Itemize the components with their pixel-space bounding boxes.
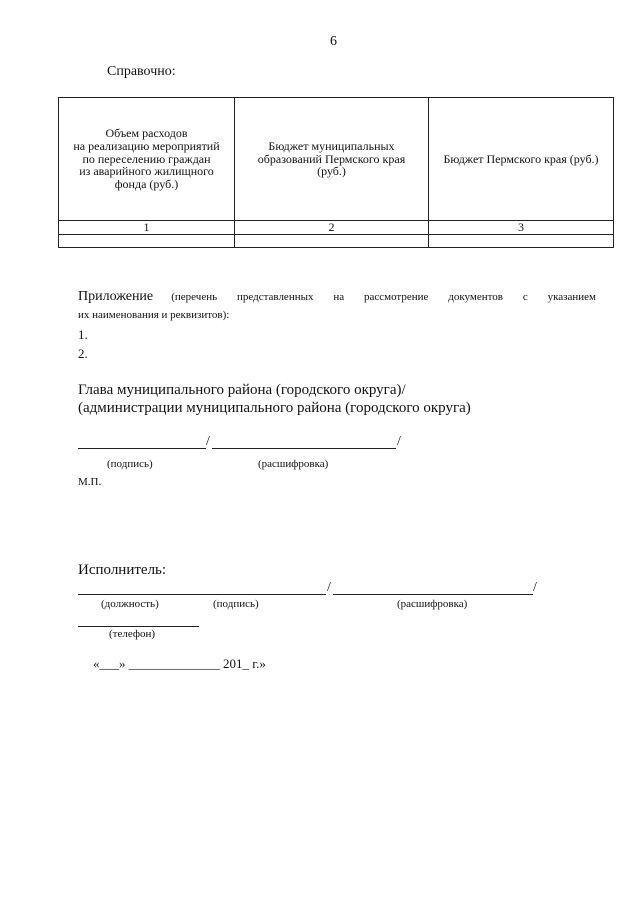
column-number: 3	[429, 221, 614, 235]
caption-phone: (телефон)	[109, 628, 156, 640]
table-empty-row	[59, 235, 614, 248]
column-number: 1	[59, 221, 235, 235]
header-line: фонда (руб.)	[114, 177, 179, 192]
header-line: Бюджет Пермского края (руб.)	[443, 151, 599, 166]
separator-slash: /	[206, 434, 210, 449]
caption-signature: (подпись)	[213, 598, 259, 610]
table-cell-empty	[429, 235, 614, 248]
appendix-line	[78, 287, 596, 305]
executor-title: Исполнитель:	[78, 562, 167, 578]
page-number: 6	[330, 34, 337, 49]
position-signature-line	[78, 594, 326, 595]
caption-position: (должность)	[101, 598, 159, 610]
caption-decoding: (расшифровка)	[397, 598, 468, 610]
decoding-line	[212, 448, 396, 449]
phone-line	[78, 626, 199, 627]
separator-slash: /	[533, 580, 537, 595]
table-cell-empty	[235, 235, 429, 248]
header-cell-regional-budget	[429, 98, 614, 221]
header-cell-expenses	[59, 98, 235, 221]
appendix-description-continued: их наименования и реквизитов):	[78, 309, 230, 321]
appendix-item: 1.	[78, 327, 88, 342]
decoding-line	[333, 594, 533, 595]
appendix-description: (перечень представленных на рассмотрение документов с указанием	[171, 291, 596, 303]
reference-table	[58, 97, 614, 248]
header-line: по переселению граждан	[82, 151, 211, 166]
caption-decoding: (расшифровка)	[258, 458, 329, 470]
header-line: (руб.)	[317, 164, 346, 179]
header-line: Бюджет муниципальных	[268, 138, 395, 153]
header-line: на реализацию мероприятий	[73, 138, 220, 153]
caption-signature: (подпись)	[107, 458, 153, 470]
header-line: образований Пермского края	[257, 151, 406, 166]
head-title-continued: (администрации муниципального района (городского округа)	[78, 400, 471, 416]
reference-label: Справочно:	[107, 64, 176, 79]
header-cell-municipal-budget	[235, 98, 429, 221]
signature-line	[78, 448, 206, 449]
table-cell-empty	[59, 235, 235, 248]
table-header-row	[59, 98, 614, 221]
table-number-row	[59, 221, 614, 235]
appendix-item: 2.	[78, 346, 88, 361]
header-line: Объем расходов	[105, 126, 188, 141]
seal-mark: М.П.	[78, 476, 102, 488]
head-title: Глава муниципального района (городского округа)/	[78, 382, 406, 398]
appendix-title: Приложение	[78, 289, 154, 304]
date-line: «___» ______________ 201_ г.»	[93, 656, 266, 671]
separator-slash: /	[397, 434, 401, 449]
header-line: из аварийного жилищного	[79, 164, 214, 179]
column-number: 2	[235, 221, 429, 235]
separator-slash: /	[327, 580, 331, 595]
